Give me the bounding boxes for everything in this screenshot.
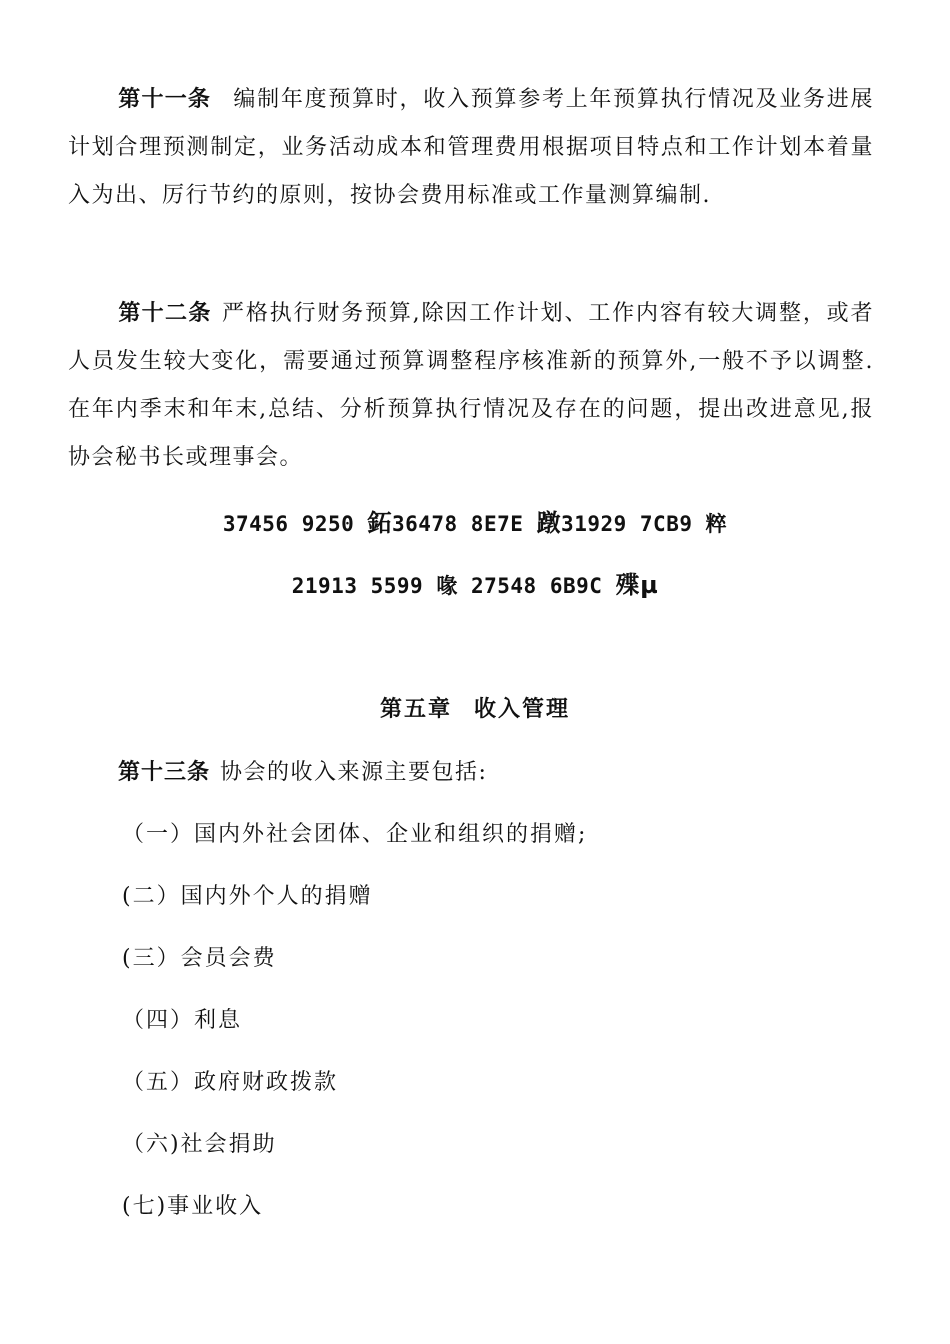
code-line-2-mu: µ	[640, 571, 659, 599]
article-13-paragraph	[118, 758, 487, 788]
code-line-1-part-b: 36478 8E7E	[391, 512, 524, 536]
article-13-text: 协会的收入来源主要包括:	[220, 760, 488, 785]
list-item: （四）利息	[122, 1008, 243, 1033]
code-line-1-part-a: 37456 9250	[222, 512, 355, 536]
list-item: (二）国内外个人的捐赠	[122, 884, 373, 909]
code-line-2	[0, 570, 950, 601]
article-11-paragraph	[68, 76, 874, 220]
code-line-1-glyph-b: 蹾	[536, 509, 562, 537]
code-line-2-glyph: 殜	[615, 571, 641, 599]
code-line-1-part-c: 31929 7CB9 粹	[561, 512, 728, 536]
article-11-text: 编制年度预算时，收入预算参考上年预算执行情况及业务进展计划合理预测制定，业务活动成本和管理费用根据项目特点和工作计划本着量入为出、厉行节约的原则，按协会费用标准或工作量测算编制.	[68, 87, 874, 208]
chapter-number: 第五章	[379, 697, 452, 722]
article-11-label: 第十一条	[118, 87, 212, 112]
list-item: (七)事业收入	[122, 1194, 264, 1219]
list-item: （六)社会捐助	[122, 1132, 277, 1157]
list-item: (三）会员会费	[122, 946, 277, 971]
article-12-paragraph	[68, 290, 874, 482]
chapter-heading	[0, 695, 950, 725]
code-line-1	[0, 508, 950, 539]
list-item: （一）国内外社会团体、企业和组织的捐赠;	[122, 822, 588, 847]
list-item: （五）政府财政拨款	[122, 1070, 339, 1095]
code-line-2-part-a: 21913 5599 喙 27548 6B9C	[291, 574, 603, 598]
article-12-text: 严格执行财务预算,除因工作计划、工作内容有较大调整，或者人员发生较大变化，需要通过预算调整程序核准新的预算外,一般不予以调整.在年内季末和年末,总结、分析预算执行情况及存在的问题，提出改进意见,报协会秘书长或理事会。	[68, 301, 874, 470]
chapter-title: 收入管理	[474, 697, 571, 722]
code-line-1-glyph-a: 鉐	[367, 509, 392, 537]
article-12-label: 第十二条	[118, 301, 212, 326]
article-13-label: 第十三条	[118, 760, 211, 785]
